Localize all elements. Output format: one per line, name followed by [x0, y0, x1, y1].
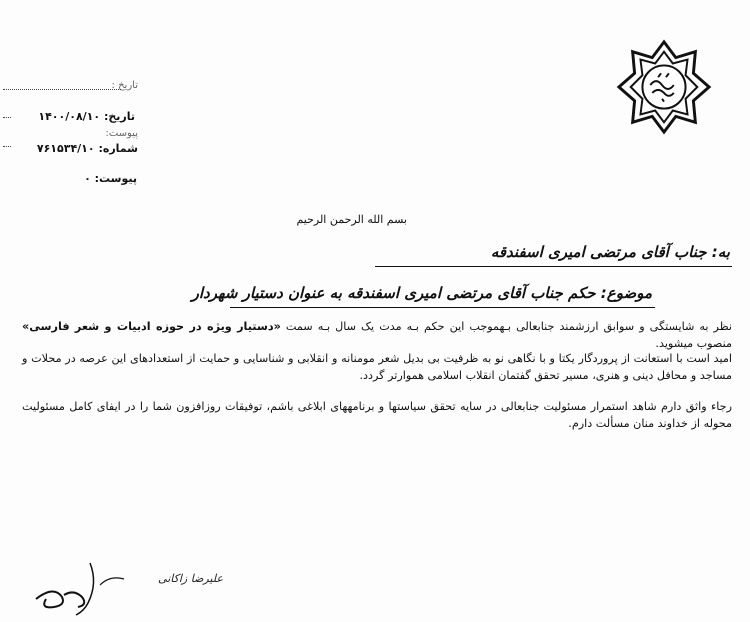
attachment-field: پیوست: ۰ — [84, 172, 137, 185]
number-field: شماره: ۷۶۱۵۳۴/۱۰ — [36, 142, 138, 155]
paragraph-1-position: «دستیار ویژه در حوزه ادبیات و شعر فارسی» — [22, 320, 281, 333]
signatory-name: علیرضا زاکانی — [158, 572, 223, 585]
paragraph-2: امید است با استعانت از پروردگار یکتا و با نگاهی نو به ظرفیت بی بدیل شعر مومنانه و انقلابی و شناسایی و حمایت از استعدادهای این عرصه در محلات و مساجد و محافل دینی و هنری، مسیر تحقق گفتمان انقلاب اسلامی هموارتر گردد. — [22, 352, 732, 382]
paragraph-1 — [22, 318, 732, 352]
paragraph-1-end: منصوب میشوید. — [655, 337, 732, 350]
municipality-emblem-icon — [615, 38, 713, 136]
recipient-underline — [375, 266, 732, 267]
subject-underline — [230, 307, 655, 308]
subject-line: موضوع: حکم جناب آقای مرتضی امیری اسفندقه به عنوان دستیار شهردار — [191, 284, 652, 302]
bismillah: بسم الله الرحمن الرحيم — [296, 213, 407, 226]
date-field: تاریخ: ۱۴۰۰/۰۸/۱۰ — [38, 110, 135, 123]
recipient-line: به: جناب آقای مرتضی امیری اسفندقه — [490, 243, 730, 261]
date-dotted-line — [3, 89, 121, 90]
number-dotted-line — [3, 146, 11, 147]
date-label: تاریخ : — [111, 80, 138, 91]
number-label: پیوست: — [105, 128, 138, 139]
date-value-dotted-line — [3, 117, 11, 118]
paragraph-3: رجاء واثق دارم شاهد استمرار مسئولیت جنابعالی در سایه تحقق سیاستها و برنامههای ابلاغی باشم، توفیقات روزافزون شما را در ایفای کامل مسئولیت محوله از خداوند منان مسألت دارم. — [22, 400, 732, 430]
paragraph-1-start: نظر به شایستگی و سوابق ارزشمند جنابعالی بـهموجب این حکم بـه مدت یک سال بـه سمت — [280, 320, 732, 333]
handwritten-signature — [30, 555, 150, 620]
